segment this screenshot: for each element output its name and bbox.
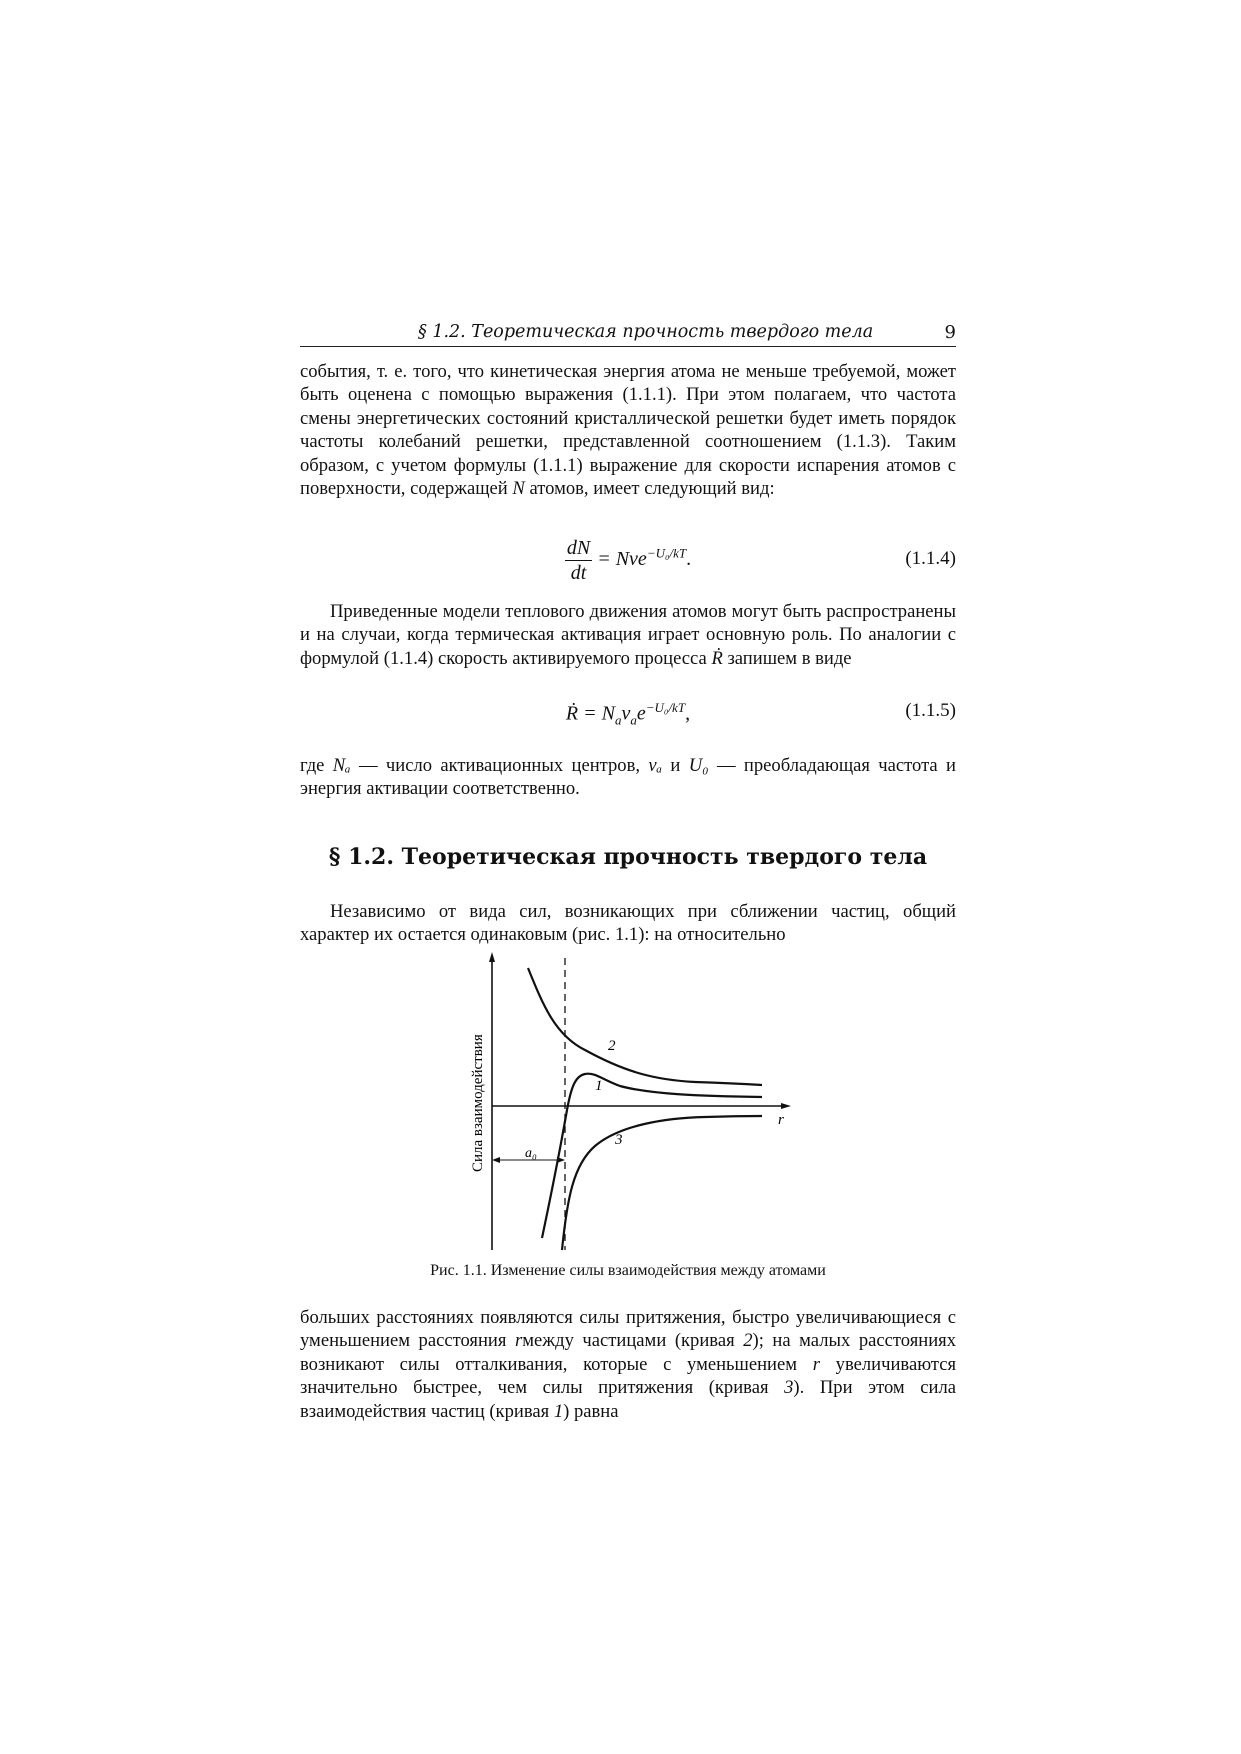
curve-1-label: 1 — [595, 1078, 603, 1094]
paragraph-5-text-5: ). При этом сила взаимодействия частиц (кривая — [300, 1377, 956, 1422]
paragraph-2-text: Приведенные модели теплового движения атомов могут быть распространены и на случаи, когда термическая активация играет основную роль. По аналогии с формулой (1.1.4) скорость активируемого процесса — [300, 601, 956, 669]
y-axis-arrow — [489, 952, 495, 962]
variable-Na: Nₐ — [332, 755, 351, 776]
a0-arrow-left — [492, 1157, 500, 1163]
nu-symbol: ν — [621, 702, 631, 725]
paragraph-3-text-2: — число активационных центров, — [358, 755, 641, 776]
figure-1-1 — [455, 950, 795, 1260]
variable-U0: U₀ — [688, 755, 709, 776]
fraction-denominator: dt — [570, 562, 587, 584]
e-symbol: e — [636, 702, 646, 725]
a0-label: a₀ — [525, 1146, 537, 1161]
x-axis-arrow — [781, 1103, 791, 1109]
curve-ref-1: 1 — [553, 1400, 564, 1422]
subscript-a-2: a — [630, 712, 637, 728]
paragraph-5-text-1: больших расстояниях появляются силы притяжения, быстро увеличивающиеся с уменьшением расстояния — [300, 1307, 956, 1352]
formula-1-1-4-expression — [300, 536, 956, 585]
y-axis-label: Сила взаимодействия — [470, 1034, 486, 1172]
curve-ref-3: 3 — [784, 1377, 794, 1399]
force-distance-plot — [455, 950, 795, 1260]
paragraph-5-text-4: увеличиваются значительно быстрее, чем силы притяжения (кривая — [300, 1353, 956, 1399]
paragraph-5 — [300, 1306, 956, 1423]
formula-1-1-5-expression — [300, 700, 956, 729]
paragraph-1-end: атомов, имеет следующий вид: — [529, 478, 775, 500]
paragraph-3 — [300, 754, 956, 801]
curve-2 — [528, 968, 762, 1085]
curve-2-label: 2 — [608, 1038, 616, 1054]
paragraph-5-text-6: ) равна — [563, 1400, 619, 1422]
formula-lhs: Ṙ = N — [565, 702, 615, 725]
curve-ref-2: 2 — [743, 1330, 753, 1352]
running-head — [300, 322, 956, 347]
formula-tail: . — [686, 548, 692, 571]
curve-1 — [542, 1074, 762, 1238]
figure-caption: Рис. 1.1. Изменение силы взаимодействия между атомами — [430, 1262, 826, 1279]
variable-r-1: r — [515, 1330, 523, 1352]
variable-N: N — [512, 478, 525, 500]
page-number: 9 — [944, 322, 956, 343]
variable-R-dot: Ṙ — [711, 647, 723, 669]
paragraph-2-end: запишем в виде — [727, 647, 852, 669]
fraction-dN-dt — [565, 536, 592, 585]
variable-nu-a: νₐ — [648, 755, 663, 776]
formula-1-1-4 — [300, 536, 956, 588]
formula-1-1-5 — [300, 698, 956, 728]
paragraph-5-text-2: между частицами (кривая — [522, 1330, 735, 1352]
formula-exponent: −U₀/kT — [646, 545, 687, 561]
paragraph-5-text-3: ); на малых расстояниях возникают силы отталкивания, которые с уменьшением — [300, 1330, 957, 1375]
equation-number: (1.1.5) — [905, 700, 956, 721]
paragraph-1 — [300, 360, 956, 500]
curve-3 — [562, 1116, 762, 1250]
running-head-title: § 1.2. Теоретическая прочность твердого тела — [418, 322, 874, 342]
paragraph-3-text-3: и — [670, 755, 681, 776]
paragraph-4-text: Независимо от вида сил, возникающих при сближении частиц, общий характер их остается одинаковым (рис. 1.1): на относительно — [300, 901, 956, 946]
subscript-a-1: a — [614, 712, 622, 728]
formula-exponent: −U₀/kT — [645, 700, 686, 715]
variable-r-2: r — [812, 1353, 820, 1375]
paragraph-2 — [300, 600, 956, 670]
formula-rhs: = Nνe — [597, 548, 647, 571]
curve-3-label: 3 — [615, 1132, 623, 1148]
x-axis-label: r — [778, 1112, 784, 1128]
paragraph-1-text: события, т. е. того, что кинетическая энергия атома не меньше требуемой, может быть оценена с помощью выражения (1.1.1). При этом полагаем, что частота смены энергетических состояний кристаллической решетки будет иметь порядок частоты колебаний решетки, представленной соотношением (1.1.3). Таким образом, с учетом формулы (1.1.1) выражение для скорости испарения атомов с поверхности, содержащей — [300, 361, 956, 500]
paragraph-3-text-4: — преобладающая частота и энергия активации соответственно. — [300, 755, 956, 800]
fraction-numerator: dN — [566, 537, 591, 559]
paragraph-4 — [300, 900, 956, 947]
formula-tail: , — [685, 702, 691, 725]
equation-number: (1.1.4) — [905, 548, 956, 569]
a0-arrow-right — [557, 1157, 565, 1163]
section-title: § 1.2. Теоретическая прочность твердого тела — [328, 844, 928, 870]
paragraph-3-text: где — [300, 755, 325, 776]
